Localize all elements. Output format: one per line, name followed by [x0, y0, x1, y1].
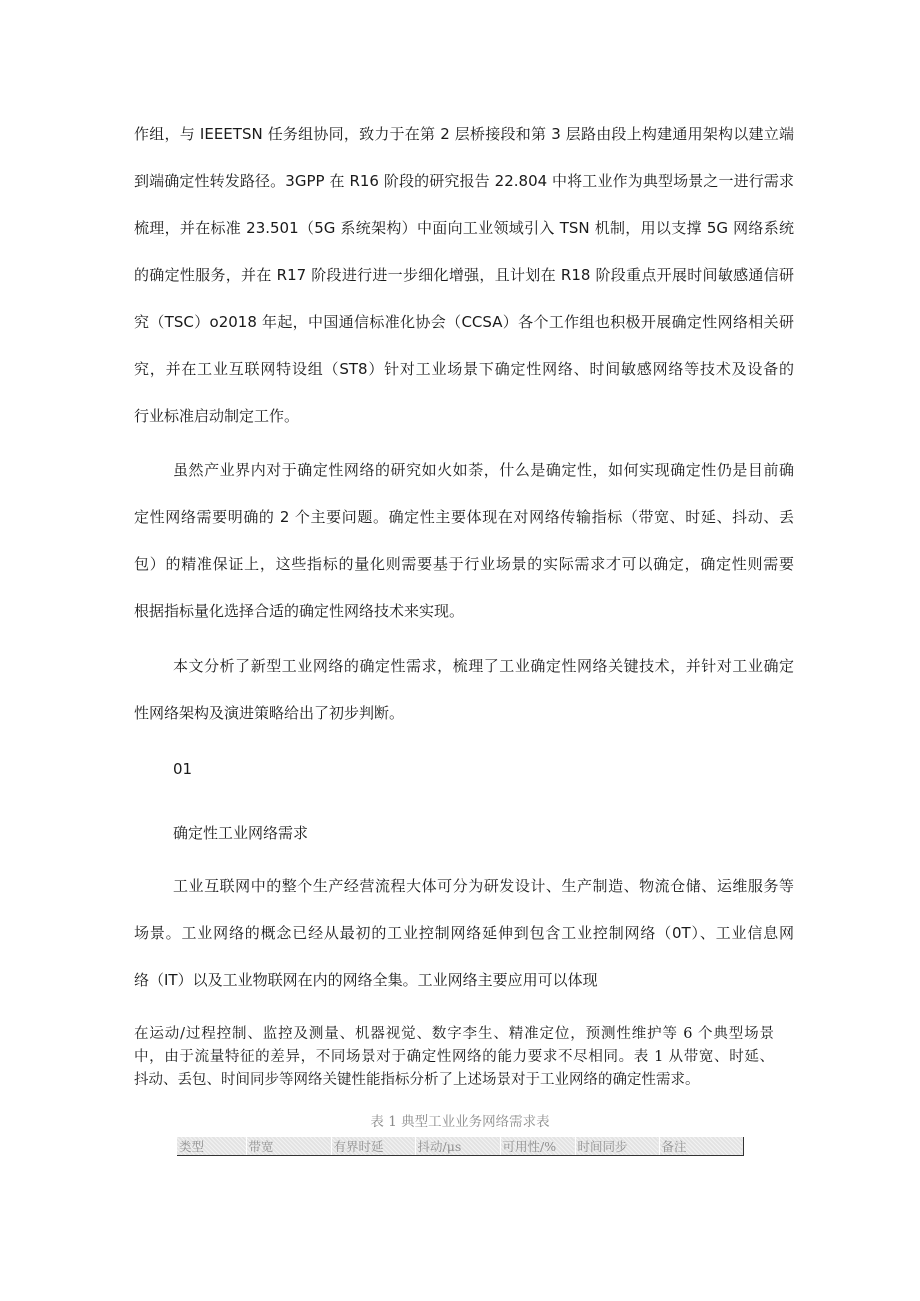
text-line: 场景。工业网络的概念已经从最初的工业控制网络延伸到包含工业控制网络（0T）、工业信息网	[134, 924, 794, 942]
text-line: 根据指标量化选择合适的确定性网络技术来实现。	[134, 602, 465, 620]
requirements-table	[177, 1137, 744, 1156]
text-line: 定性网络需要明确的 2 个主要问题。确定性主要体现在对网络传输指标（带宽、时延、抖动、丢	[134, 508, 794, 526]
text-line: 到端确定性转发路径。3GPP 在 R16 阶段的研究报告 22.804 中将工业作为典型场景之一进行需求	[134, 172, 794, 190]
table-header-cell: 有界时延	[331, 1137, 415, 1156]
text-line: 中，由于流量特征的差异，不同场景对于确定性网络的能力要求不尽相同。表 1 从带宽、时延、	[134, 1049, 774, 1065]
text-line: 作组，与 IEEETSN 任务组协同，致力于在第 2 层桥接段和第 3 层路由段上构建通用架构以建立端	[134, 125, 794, 143]
text-line: 性网络架构及演进策略给出了初步判断。	[134, 704, 405, 722]
section-number: 01	[173, 760, 193, 778]
text-line: 梳理，并在标准 23.501（5G 系统架构）中面向工业领域引入 TSN 机制，用以支撑 5G 网络系统	[134, 219, 794, 237]
text-line: 络（IT）以及工业物联网在内的网络全集。工业网络主要应用可以体现	[134, 971, 598, 989]
table-caption: 表 1 典型工业业务网络需求表	[370, 1114, 550, 1130]
table-header-cell: 抖动/μs	[415, 1137, 500, 1156]
text-line: 包）的精准保证上，这些指标的量化则需要基于行业场景的实际需求才可以确定，确定性则需要	[134, 555, 794, 573]
text-line: 工业互联网中的整个生产经营流程大体可分为研发设计、生产制造、物流仓储、运维服务等	[173, 877, 794, 895]
text-line: 究，并在工业互联网特设组（ST8）针对工业场景下确定性网络、时间敏感网络等技术及设备的	[134, 360, 794, 378]
text-line: 虽然产业界内对于确定性网络的研究如火如荼，什么是确定性，如何实现确定性仍是目前确	[173, 461, 794, 479]
text-line: 究（TSC）o2018 年起，中国通信标准化协会（CCSA）各个工作组也积极开展确定性网络相关研	[134, 313, 794, 331]
table-header-cell: 可用性/%	[500, 1137, 575, 1156]
table-header-cell: 时间同步	[575, 1137, 659, 1156]
text-line: 行业标准启动制定工作。	[134, 407, 300, 425]
table-header-cell: 类型	[177, 1137, 246, 1156]
text-line: 本文分析了新型工业网络的确定性需求，梳理了工业确定性网络关键技术，并针对工业确定	[173, 657, 794, 675]
text-line: 的确定性服务，并在 R17 阶段进行进一步细化增强，且计划在 R18 阶段重点开展时间敏感通信研	[134, 266, 794, 284]
section-title: 确定性工业网络需求	[173, 824, 309, 842]
text-line: 在运动/过程控制、监控及测量、机器视觉、数字李生、精准定位，预测性维护等 6 个典型场景	[134, 1026, 774, 1042]
table-header-cell: 备注	[659, 1137, 743, 1156]
table-header-row	[177, 1137, 743, 1156]
text-line: 抖动、丢包、时间同步等网络关键性能指标分析了上述场景对于工业网络的确定性需求。	[134, 1072, 700, 1088]
table-header-cell: 带宽	[246, 1137, 331, 1156]
